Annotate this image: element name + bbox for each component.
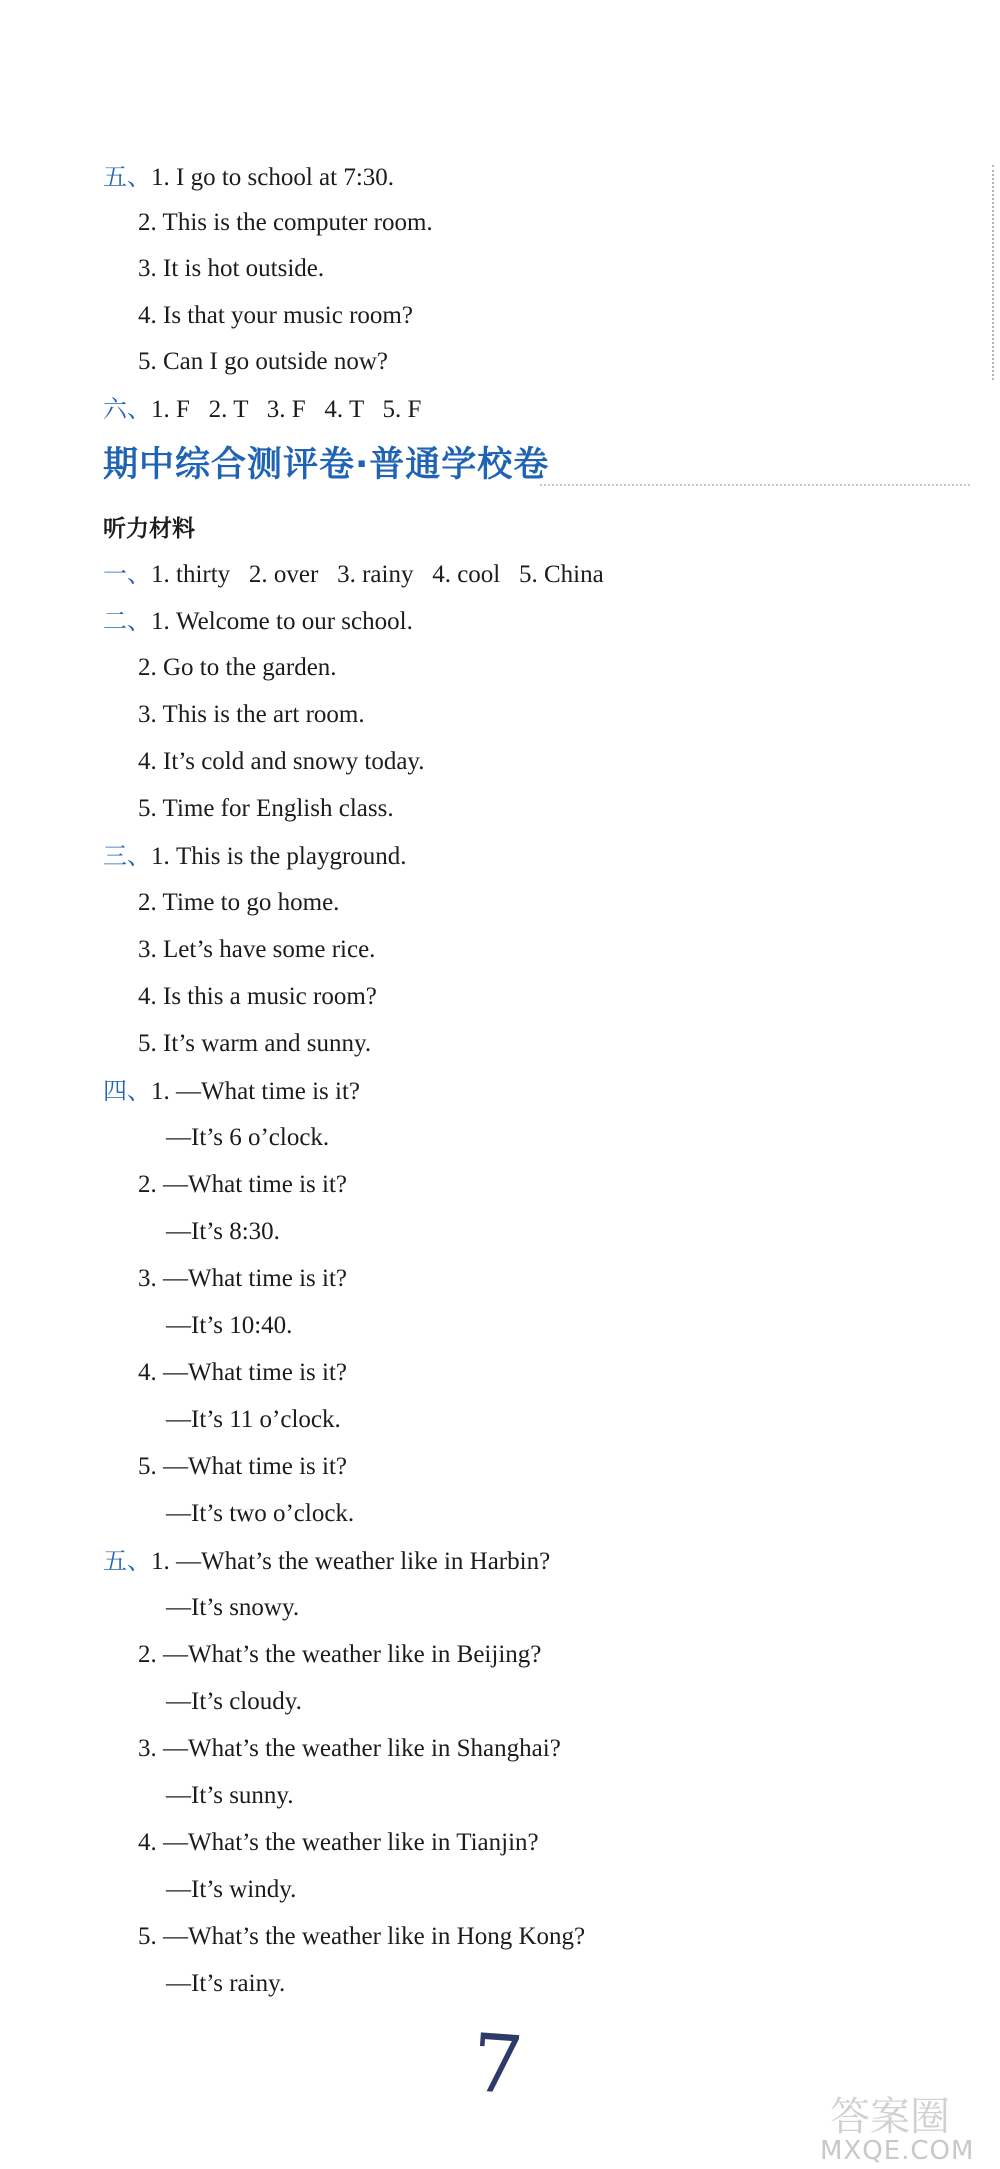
listening-section-5-first-line: [103, 1544, 550, 1579]
listening-section-5-answer-5: —It’s rainy.: [166, 1970, 286, 1997]
section-5-item-4: 4. Is that your music room?: [138, 302, 413, 329]
section-5-first-line: [103, 160, 394, 195]
listening-section-3-first-line: [103, 839, 407, 874]
listening-section-4-prefix: 四、: [103, 1077, 151, 1105]
listening-section-1-line: [103, 557, 604, 592]
listening-section-4-question-4: 4. —What time is it?: [138, 1359, 347, 1386]
listening-section-2-prefix: 二、: [103, 607, 151, 635]
page-title: 期中综合测评卷·普通学校卷: [103, 445, 550, 485]
section-5-item-1: 1. I go to school at 7:30.: [151, 164, 395, 191]
listening-section-3-item-4: 4. Is this a music room?: [138, 983, 377, 1010]
listening-section-4-first-line: [103, 1074, 360, 1109]
section-5-item-2: 2. This is the computer room.: [138, 209, 433, 236]
listening-section-3-item-1: 1. This is the playground.: [151, 843, 407, 870]
listening-section-5-question-3: 3. —What’s the weather like in Shanghai?: [138, 1735, 561, 1762]
listening-section-4-question-1: 1. —What time is it?: [151, 1078, 360, 1105]
listening-section-4-question-2: 2. —What time is it?: [138, 1171, 347, 1198]
listening-section-4-answer-1: —It’s 6 o’clock.: [166, 1124, 330, 1151]
listening-section-4-answer-3: —It’s 10:40.: [166, 1312, 293, 1339]
listening-section-3-item-3: 3. Let’s have some rice.: [138, 936, 376, 963]
listening-section-1-answers: 1. thirty 2. over 3. rainy 4. cool 5. China: [151, 561, 604, 588]
listening-section-1-prefix: 一、: [103, 560, 151, 588]
listening-section-5-prefix: 五、: [103, 1547, 151, 1575]
section-5-item-3: 3. It is hot outside.: [138, 255, 325, 282]
listening-section-4-question-5: 5. —What time is it?: [138, 1453, 347, 1480]
watermark-logo: 答案圈: [830, 2094, 950, 2140]
section-5-item-5: 5. Can I go outside now?: [138, 348, 388, 375]
watermark-url: MXQE.COM: [820, 2136, 975, 2166]
listening-material-heading: 听力材料: [103, 516, 195, 542]
listening-section-4-answer-4: —It’s 11 o’clock.: [166, 1406, 341, 1433]
title-divider: [540, 484, 970, 486]
listening-section-5-question-1: 1. —What’s the weather like in Harbin?: [151, 1548, 551, 1575]
listening-section-2-item-5: 5. Time for English class.: [138, 795, 394, 822]
listening-section-5-answer-4: —It’s windy.: [166, 1876, 297, 1903]
handwritten-page-number: 7: [468, 2016, 527, 2113]
listening-section-3-item-5: 5. It’s warm and sunny.: [138, 1030, 372, 1057]
listening-section-4-answer-5: —It’s two o’clock.: [166, 1500, 355, 1527]
listening-section-5-answer-1: —It’s snowy.: [166, 1594, 300, 1621]
listening-section-4-answer-2: —It’s 8:30.: [166, 1218, 280, 1245]
binding-edge-dots: [992, 165, 994, 380]
listening-section-5-question-4: 4. —What’s the weather like in Tianjin?: [138, 1829, 539, 1856]
section-5-prefix: 五、: [103, 163, 151, 191]
listening-section-2-first-line: [103, 604, 413, 639]
listening-section-3-item-2: 2. Time to go home.: [138, 889, 340, 916]
listening-section-4-question-3: 3. —What time is it?: [138, 1265, 347, 1292]
section-6-prefix: 六、: [103, 395, 151, 423]
section-6-line: [103, 392, 421, 427]
listening-section-5-question-5: 5. —What’s the weather like in Hong Kong?: [138, 1923, 586, 1950]
listening-section-2-item-3: 3. This is the art room.: [138, 701, 365, 728]
listening-section-2-item-2: 2. Go to the garden.: [138, 654, 337, 681]
listening-section-2-item-1: 1. Welcome to our school.: [151, 608, 413, 635]
listening-section-2-item-4: 4. It’s cold and snowy today.: [138, 748, 425, 775]
listening-section-5-question-2: 2. —What’s the weather like in Beijing?: [138, 1641, 542, 1668]
listening-section-5-answer-2: —It’s cloudy.: [166, 1688, 302, 1715]
section-6-answers: 1. F 2. T 3. F 4. T 5. F: [151, 396, 422, 423]
listening-section-3-prefix: 三、: [103, 842, 151, 870]
listening-section-5-answer-3: —It’s sunny.: [166, 1782, 294, 1809]
